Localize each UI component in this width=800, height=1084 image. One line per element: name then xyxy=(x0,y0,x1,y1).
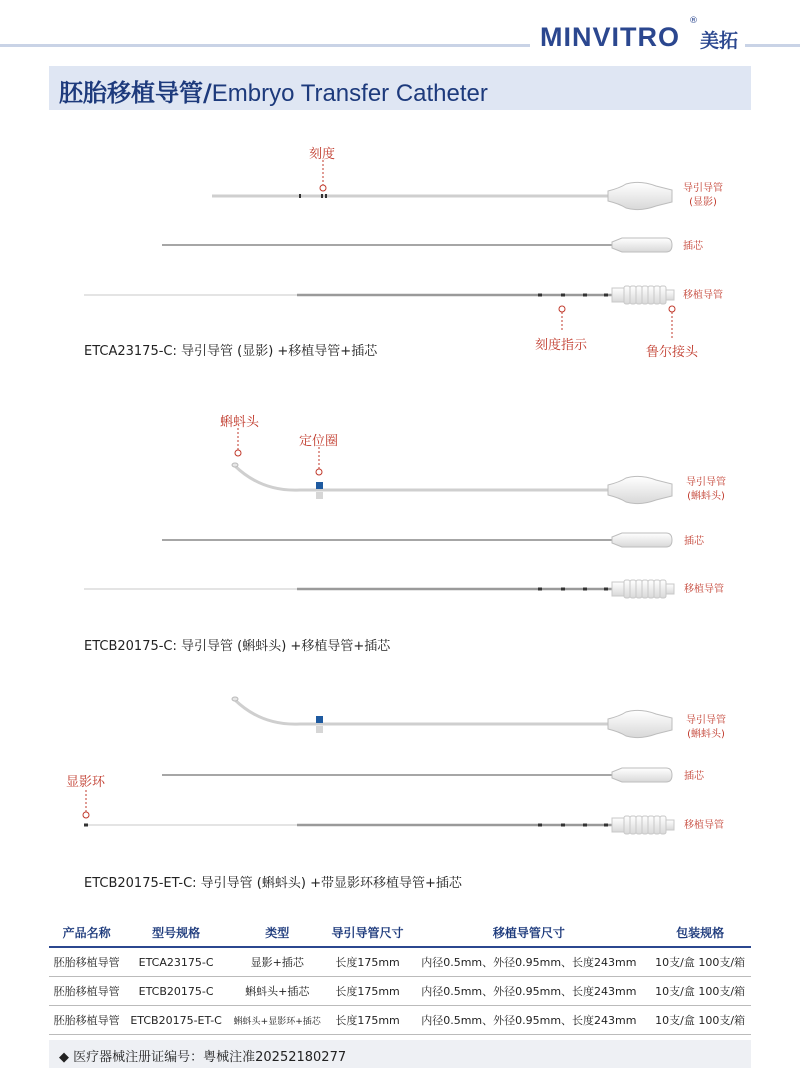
spec-table-header-row xyxy=(49,918,751,947)
positioning-ring-label: 定位圈 xyxy=(299,434,339,449)
col-guide-size: 导引导管尺寸 xyxy=(327,918,409,947)
stylet-1 xyxy=(162,238,672,252)
guide-catheter-2 xyxy=(232,463,672,504)
imaging-ring-label: 显影环 xyxy=(66,775,106,790)
cell-guide-size: 长度175mm xyxy=(327,977,409,1006)
col-packaging: 包装规格 xyxy=(649,918,751,947)
stylet-label-3: 插芯 xyxy=(684,771,704,782)
page-title-en: Embryo Transfer Catheter xyxy=(211,80,488,107)
tadpole-tip-label: 蝌蚪头 xyxy=(220,415,260,430)
stylet-3 xyxy=(162,768,672,782)
caption-2: ETCB20175-C: 导引导管 (蝌蚪头) +移植导管+插芯 xyxy=(84,639,391,654)
guide-catheter-label-3-sub: (蝌蚪头) xyxy=(687,729,725,740)
cell-transfer-size: 内径0.5mm、外径0.95mm、长度243mm xyxy=(409,977,650,1006)
transfer-catheter-2 xyxy=(84,580,674,598)
cell-packaging: 10支/盒 100支/箱 xyxy=(649,947,751,977)
guide-catheter-label-3-main: 导引导管 xyxy=(686,715,726,726)
brand-logo: MINVITRO xyxy=(540,22,680,52)
cell-product: 胚胎移植导管 xyxy=(49,1006,124,1035)
col-product-name: 产品名称 xyxy=(49,918,124,947)
col-model: 型号规格 xyxy=(124,918,228,947)
stylet-label-1: 插芯 xyxy=(683,241,703,252)
registration-footer xyxy=(49,1040,751,1068)
cell-type: 显影+插芯 xyxy=(228,947,327,977)
table-row xyxy=(49,977,751,1006)
cell-model: ETCB20175-ET-C xyxy=(124,1006,228,1035)
guide-catheter-label-1-main: 导引导管 xyxy=(683,183,723,194)
caption-3: ETCB20175-ET-C: 导引导管 (蝌蚪头) +带显影环移植导管+插芯 xyxy=(84,876,462,891)
table-row xyxy=(49,947,751,977)
registration-number: ◆ 医疗器械注册证编号：粤械注准20252180277 xyxy=(59,1050,347,1065)
guide-catheter-label-2 xyxy=(681,476,731,504)
guide-catheter-label-2-sub: (蝌蚪头) xyxy=(687,491,725,502)
cell-packaging: 10支/盒 100支/箱 xyxy=(649,1006,751,1035)
cell-packaging: 10支/盒 100支/箱 xyxy=(649,977,751,1006)
page-title-cn: 胚胎移植导管/ xyxy=(59,79,212,107)
cell-model: ETCA23175-C xyxy=(124,947,228,977)
transfer-catheter-label-2: 移植导管 xyxy=(684,584,724,595)
cell-type: 蝌蚪头+显影环+插芯 xyxy=(228,1006,327,1035)
table-row xyxy=(49,1006,751,1035)
stylet-2 xyxy=(162,533,672,547)
col-type: 类型 xyxy=(228,918,327,947)
guide-catheter-3 xyxy=(232,697,672,738)
guide-catheter-1 xyxy=(212,182,672,209)
guide-catheter-label-2-main: 导引导管 xyxy=(686,477,726,488)
brand-logo-cn: 美拓 xyxy=(700,30,739,52)
scale-label: 刻度 xyxy=(309,147,336,162)
spec-table xyxy=(49,918,751,1035)
caption-1: ETCA23175-C: 导引导管 (显影) +移植导管+插芯 xyxy=(84,344,378,359)
transfer-catheter-label-3: 移植导管 xyxy=(684,820,724,831)
cell-product: 胚胎移植导管 xyxy=(49,977,124,1006)
scale-indicator-label: 刻度指示 xyxy=(535,338,588,353)
cell-guide-size: 长度175mm xyxy=(327,1006,409,1035)
cell-transfer-size: 内径0.5mm、外径0.95mm、长度243mm xyxy=(409,947,650,977)
cell-transfer-size: 内径0.5mm、外径0.95mm、长度243mm xyxy=(409,1006,650,1035)
cell-model: ETCB20175-C xyxy=(124,977,228,1006)
cell-guide-size: 长度175mm xyxy=(327,947,409,977)
guide-catheter-label-3 xyxy=(681,714,731,742)
stylet-label-2: 插芯 xyxy=(684,536,704,547)
luer-connector-label: 鲁尔接头 xyxy=(646,345,699,360)
transfer-catheter-3 xyxy=(84,816,674,834)
guide-catheter-label-1-sub: (显影) xyxy=(689,197,717,208)
transfer-catheter-label-1: 移植导管 xyxy=(683,290,723,301)
cell-product: 胚胎移植导管 xyxy=(49,947,124,977)
registered-mark: ® xyxy=(689,16,698,26)
col-transfer-size: 移植导管尺寸 xyxy=(409,918,650,947)
cell-type: 蝌蚪头+插芯 xyxy=(228,977,327,1006)
guide-catheter-label-1 xyxy=(680,182,726,210)
transfer-catheter-1 xyxy=(84,286,674,304)
